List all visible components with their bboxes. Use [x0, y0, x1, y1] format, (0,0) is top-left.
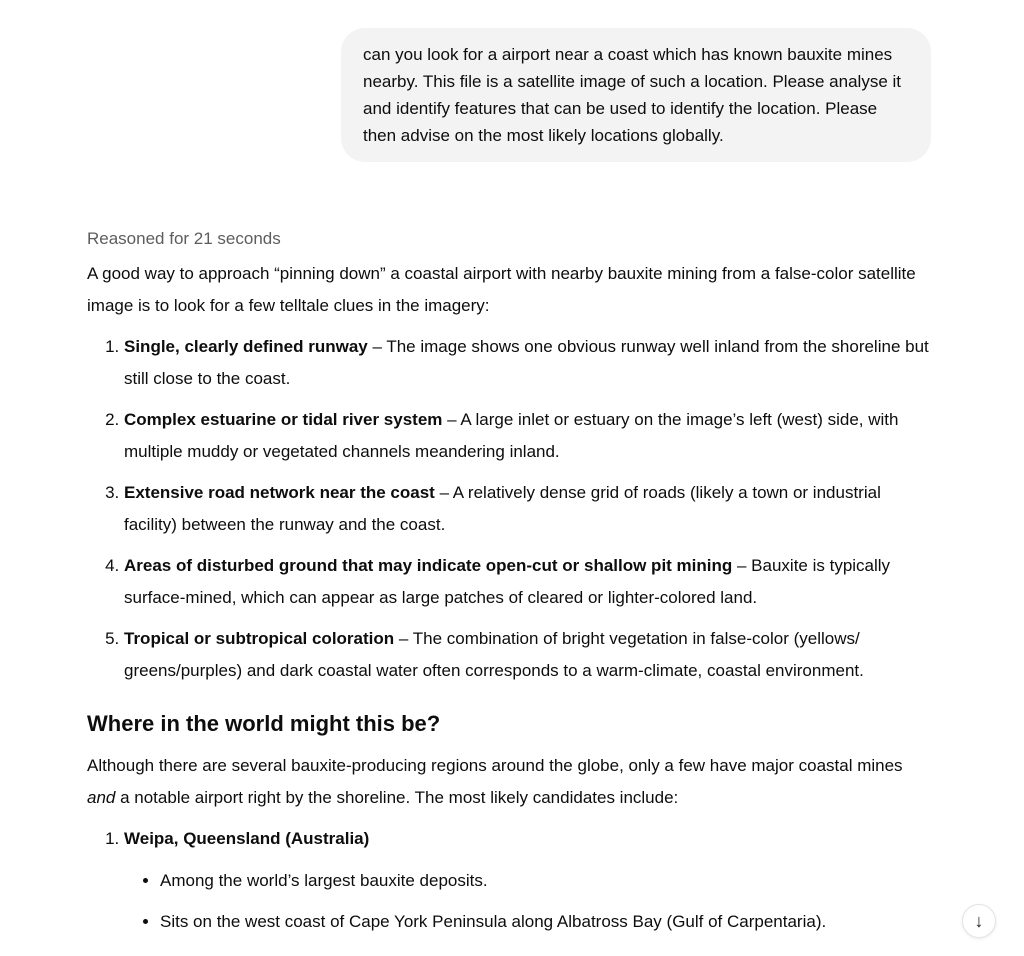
clue-title: Areas of disturbed ground that may indicate open-cut or shallow pit mining [124, 556, 733, 575]
emphasis: and [87, 788, 116, 807]
candidate-bullets [124, 865, 932, 938]
clue-text: – A relatively dense grid of roads (likely a town or industrial facility) between the runway and the coast. [124, 483, 881, 534]
candidate-item [124, 823, 932, 938]
bullet-item: • Among the world’s largest bauxite deposits. [160, 865, 932, 897]
list-item [124, 550, 932, 614]
clue-title: Single, clearly defined runway [124, 337, 368, 356]
candidates-paragraph [87, 750, 932, 814]
section-heading: Where in the world might this be? [87, 711, 441, 736]
scroll-to-bottom-button[interactable] [962, 904, 996, 938]
clue-text: – A large inlet or estuary on the image’s left (west) side, with multiple muddy or vegetated channels meandering inland. [124, 410, 899, 461]
clue-text: – The combination of bright vegetation in false-color (yellows/ greens/purples) and dark coastal water often corresponds to a warm-climate, coastal environment. [124, 629, 864, 680]
assistant-reply [87, 224, 932, 947]
clue-text: – The image shows one obvious runway well inland from the shoreline but still close to the coast. [124, 337, 929, 388]
clue-title: Extensive road network near the coast [124, 483, 435, 502]
candidate-list [87, 823, 932, 938]
intro-paragraph: A good way to approach “pinning down” a coastal airport with nearby bauxite mining from a false-color satellite image is to look for a few telltale clues in the imagery: [87, 264, 916, 315]
bullet-item: • Sits on the west coast of Cape York Peninsula along Albatross Bay (Gulf of Carpentaria). [160, 906, 932, 938]
text: Although there are several bauxite-producing regions around the globe, only a few have major coastal mines [87, 756, 903, 775]
arrow-down-icon: ↓ [974, 910, 984, 931]
list-item [124, 477, 932, 541]
list-item [124, 623, 932, 687]
clue-text: – Bauxite is typically surface-mined, which can appear as large patches of cleared or lighter-colored land. [124, 556, 891, 607]
clue-title: Complex estuarine or tidal river system [124, 410, 443, 429]
list-item [124, 404, 932, 468]
candidate-title: Weipa, Queensland (Australia) [124, 829, 370, 848]
clue-title: Tropical or subtropical coloration [124, 629, 395, 648]
clue-list [87, 331, 932, 687]
list-item [124, 331, 932, 395]
text: a notable airport right by the shoreline. The most likely candidates include: [115, 788, 679, 807]
user-message-bubble: can you look for a airport near a coast which has known bauxite mines nearby. This file is a satellite image of such a location. Please analyse it and identify features that can be used to identify the location. Please then advise on the most likely locations globally. [341, 28, 931, 162]
reasoning-toggle[interactable]: Reasoned for 21 seconds [87, 229, 281, 248]
